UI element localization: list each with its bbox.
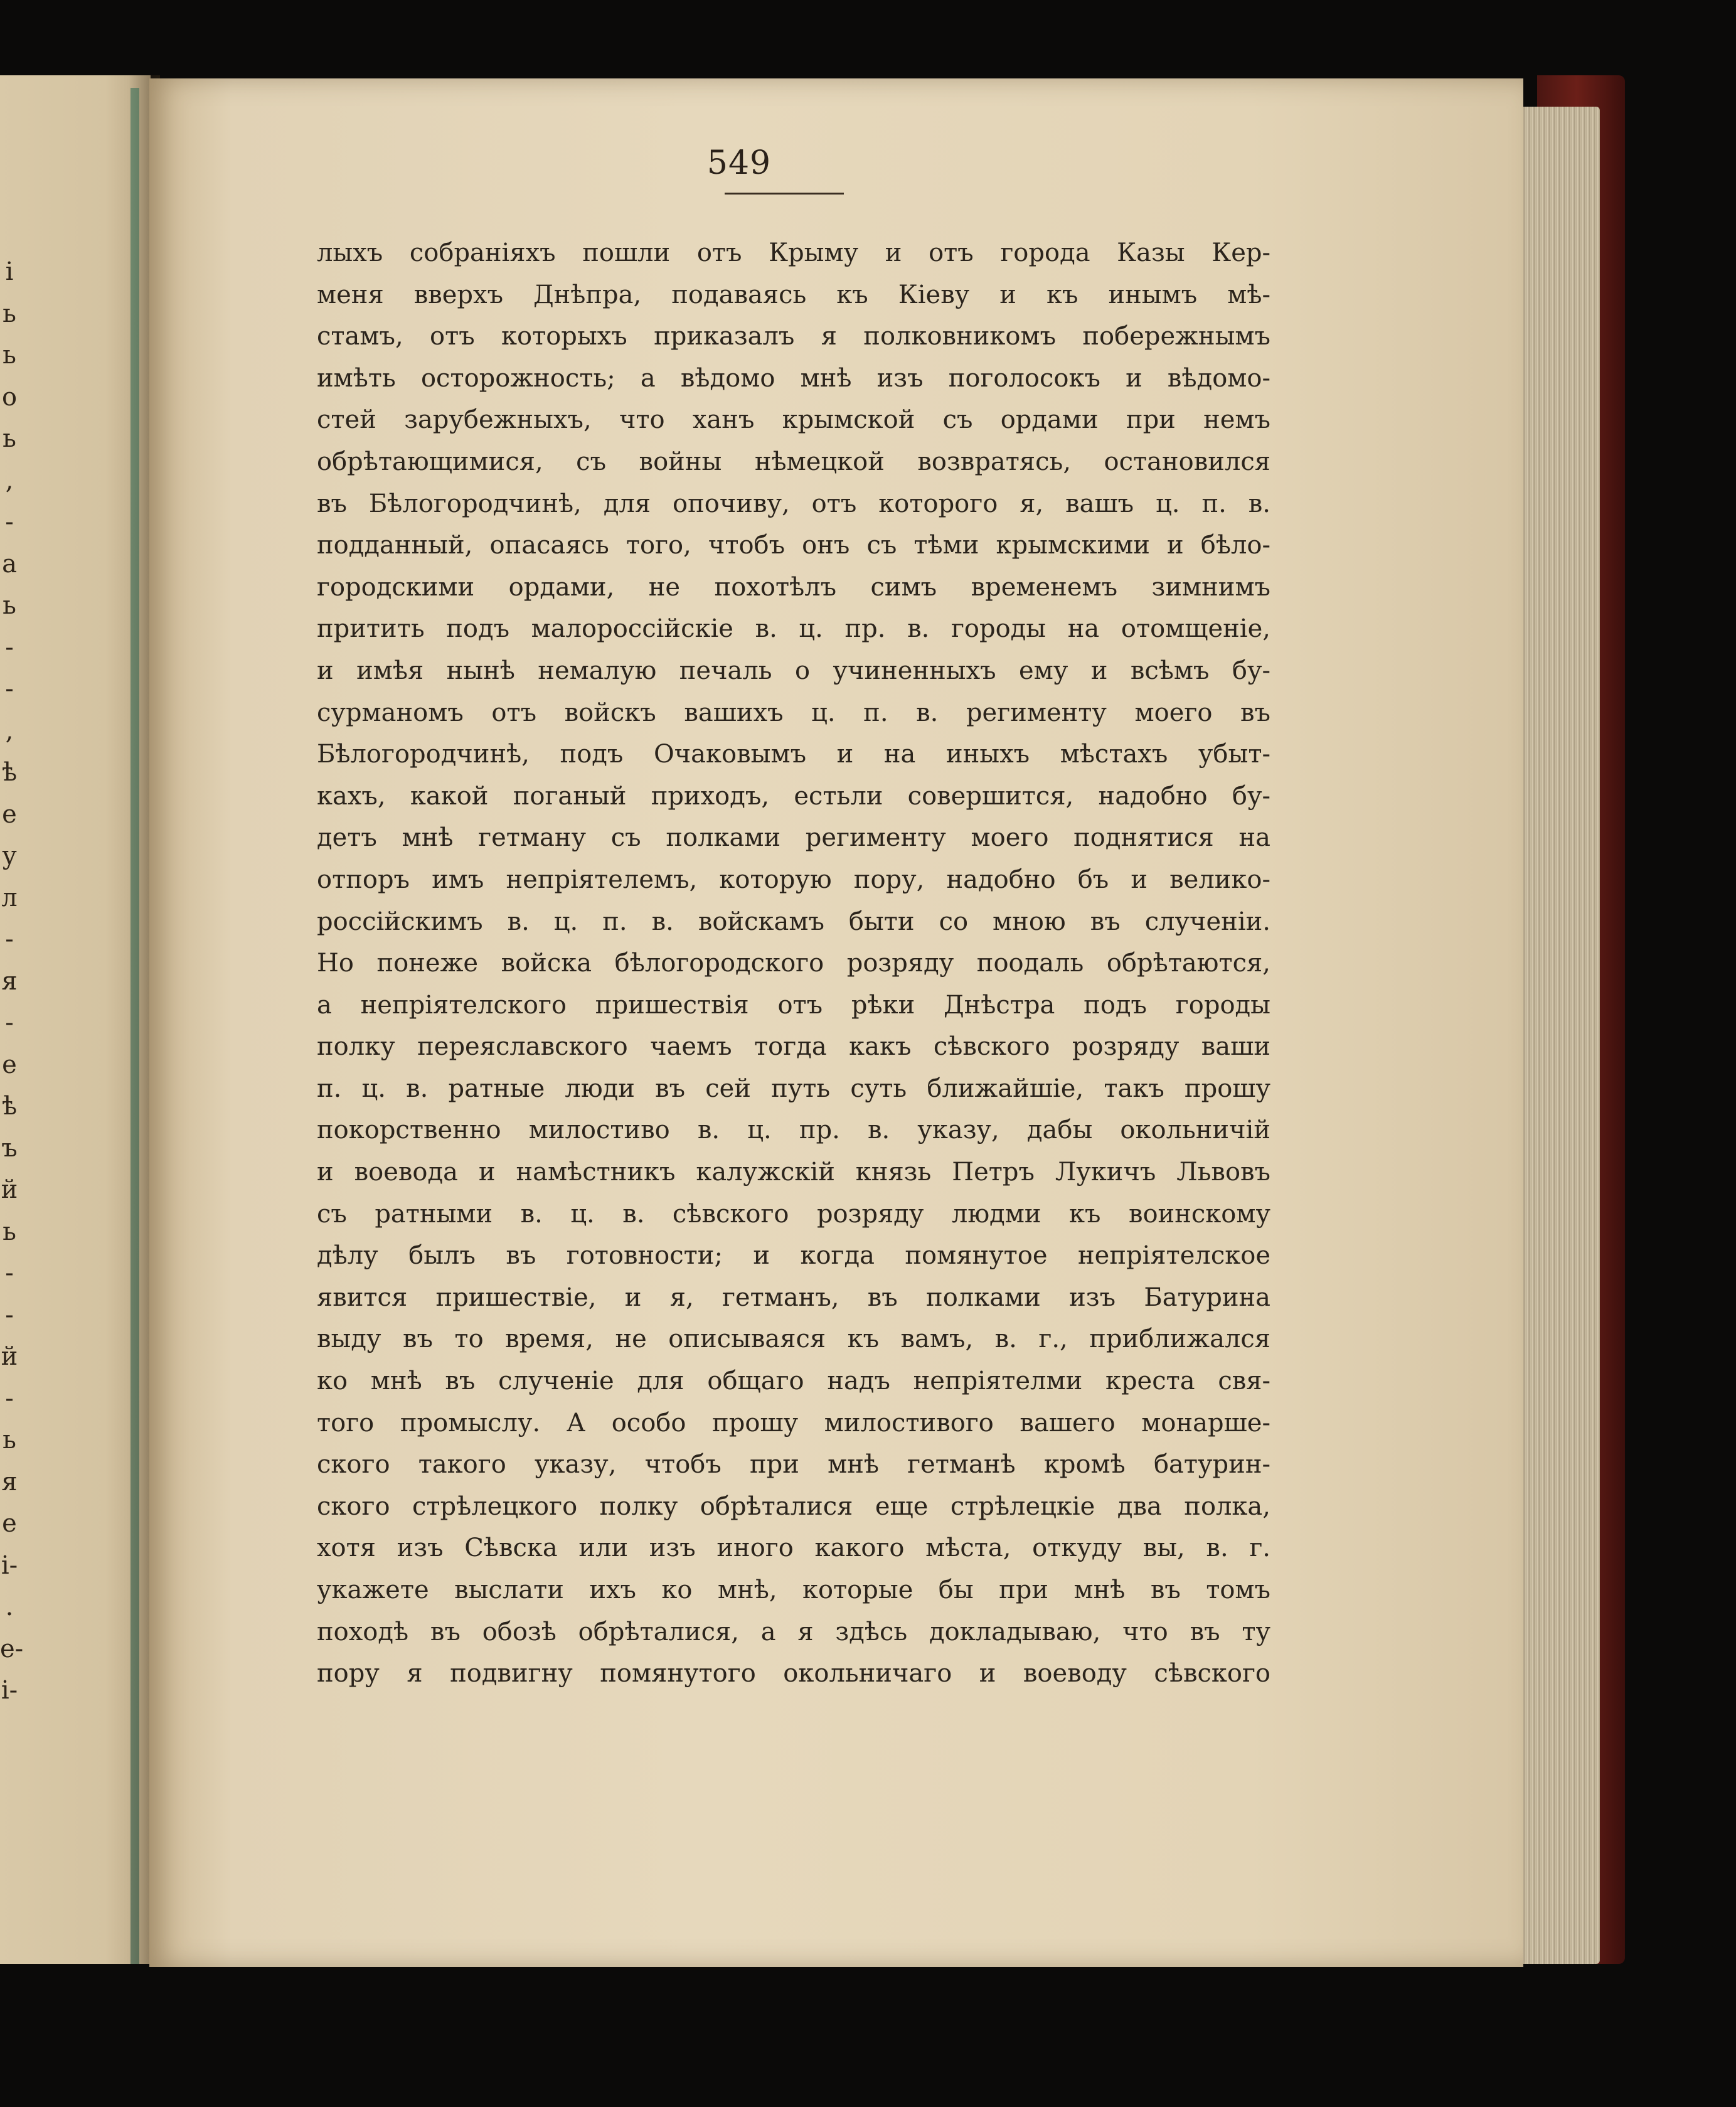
left-page-fragment: е [2,799,17,829]
text-line: ко мнѣ въ слученіе для общаго надъ непріятелми креста свя- [317,1367,1270,1396]
text-line: детъ мнѣ гетману съ полками регименту моего поднятися на [317,823,1270,853]
text-line: россійскимъ в. ц. п. в. войскамъ быти со мною въ слученіи. [317,907,1270,936]
text-line: полку переяславского чаемъ тогда какъ сѣвского розряду ваши [317,1032,1270,1062]
left-page-fragment: - [5,632,14,662]
text-line: обрѣтающимися, съ войны нѣмецкой возвратясь, остановился [317,447,1270,476]
left-page-fragment: - [5,508,14,536]
text-line: подданный, опасаясь того, чтобъ онъ съ тѣми крымскими и бѣло- [317,531,1270,560]
left-page-fragment: - [5,1008,14,1037]
left-page-fragment: - [5,1384,14,1413]
left-page-fragment: л [1,883,18,912]
text-line: притить подъ малороссійскіе в. ц. пр. в. городы на отомщеніе, [317,614,1270,644]
left-page-fragment: е- [0,1634,24,1663]
left-page-fragment: о [1,382,18,412]
text-line: покорственно милостиво в. ц. пр. в. указу, дабы окольничій [317,1116,1270,1145]
text-line: явится пришествіе, и я, гетманъ, въ полками изъ Батурина [317,1283,1270,1312]
left-page-fragment: - [5,675,14,703]
left-page-fragment: і- [1,1676,18,1705]
left-page-fragment: е [2,1509,17,1538]
left-page-fragment: ь [3,299,16,328]
text-line: укажете выслати ихъ ко мнѣ, которые бы при мнѣ въ томъ [317,1576,1270,1604]
text-line: того промыслу. А особо прошу милостивого вашего монарше- [317,1408,1270,1438]
left-page-fragment: й [1,1175,18,1204]
page-number: 549 [706,144,772,182]
left-page-fragment: . [5,1592,14,1621]
text-line: и воевода и намѣстникъ калужскій князь Петръ Лукичъ Львовъ [317,1158,1270,1187]
left-page-fragment: і- [1,1550,18,1580]
left-page-fragment: у [2,841,17,870]
text-line: а непріятелского пришествія отъ рѣки Днѣстра подъ городы [317,990,1270,1020]
text-line: и имѣя нынѣ немалую печаль о учиненныхъ ему и всѣмъ бу- [317,656,1270,685]
left-page-fragment: ь [3,1217,16,1246]
text-line: стамъ, отъ которыхъ приказалъ я полковникомъ побережнымъ [317,322,1270,351]
text-line: городскими ордами, не похотѣлъ симъ временемъ зимнимъ [317,572,1270,602]
text-line: хотя изъ Сѣвска или изъ иного какого мѣста, откуду вы, в. г. [317,1534,1270,1563]
text-line: отпоръ имъ непріятелемъ, которую пору, надобно бъ и велико- [317,865,1270,894]
text-line: походѣ въ обозѣ обрѣталися, а я здѣсь докладываю, что въ ту [317,1617,1270,1646]
text-line: выду въ то время, не описываяся къ вамъ, в. г., приближался [317,1325,1270,1354]
left-page-fragment: ь [3,591,16,620]
left-page-fragment: і [5,257,14,286]
text-line: дѣлу былъ въ готовности; и когда помянутое непріятелское [317,1241,1270,1271]
text-line: стей зарубежныхъ, что ханъ крымской съ ордами при немъ [317,405,1270,435]
left-page-fragment: - [5,1259,14,1288]
page-number-rule [725,193,844,195]
left-page-fragment: я [1,966,18,996]
left-page-text-fragments [0,251,24,1712]
text-line: въ Бѣлогородчинѣ, для опочиву, отъ которого я, вашъ ц. п. в. [317,489,1270,518]
text-line: сурманомъ отъ войскъ вашихъ ц. п. в. регименту моего въ [317,698,1270,727]
spine-binding-thread [130,88,139,1964]
text-line: лыхъ собраніяхъ пошли отъ Крыму и отъ города Казы Кер- [317,238,1270,267]
left-page-fragment: й [1,1342,18,1371]
left-page-fragment: ѣ [1,1092,18,1121]
text-line: кахъ, какой поганый приходъ, естьли совершится, надобно бу- [317,781,1270,811]
left-page-fragment: я [1,1467,18,1496]
text-line: меня вверхъ Днѣпра, подаваясь къ Кіеву и къ инымъ мѣ- [317,280,1270,309]
page-body-text [317,232,1270,1695]
left-page-fragment: ѣ [1,758,18,787]
left-page-fragment: - [5,1300,14,1330]
text-line: имѣть осторожность; а вѣдомо мнѣ изъ поголосокъ и вѣдомо- [317,363,1270,393]
left-page-fragment: ь [3,424,16,453]
left-page-fragment: а [2,549,17,579]
left-page-fragment: ь [3,341,16,370]
text-line: п. ц. в. ратные люди въ сей путь суть ближайшіе, такъ прошу [317,1074,1270,1103]
left-page-fragment: , [5,716,14,745]
text-line: ского такого указу, чтобъ при мнѣ гетманѣ кромѣ батурин- [317,1450,1270,1480]
text-line: пору я подвигну помянутого окольничаго и воеводу сѣвского [317,1659,1270,1688]
text-line: Бѣлогородчинѣ, подъ Очаковымъ и на иныхъ мѣстахъ убыт- [317,740,1270,769]
text-line: съ ратными в. ц. в. сѣвского розряду людми къ воинскому [317,1199,1270,1229]
text-line: ского стрѣлецкого полку обрѣталися еще стрѣлецкіе два полка, [317,1491,1270,1521]
left-page-fragment: е [2,1050,17,1079]
left-page-fragment: ъ [1,1133,18,1163]
left-page-fragment: , [5,466,14,495]
left-page-fragment: ь [3,1426,16,1454]
left-page-fragment: - [5,925,14,954]
left-page [0,75,151,1964]
text-line: Но понеже войска бѣлогородского розряду поодаль обрѣтаются, [317,949,1270,978]
